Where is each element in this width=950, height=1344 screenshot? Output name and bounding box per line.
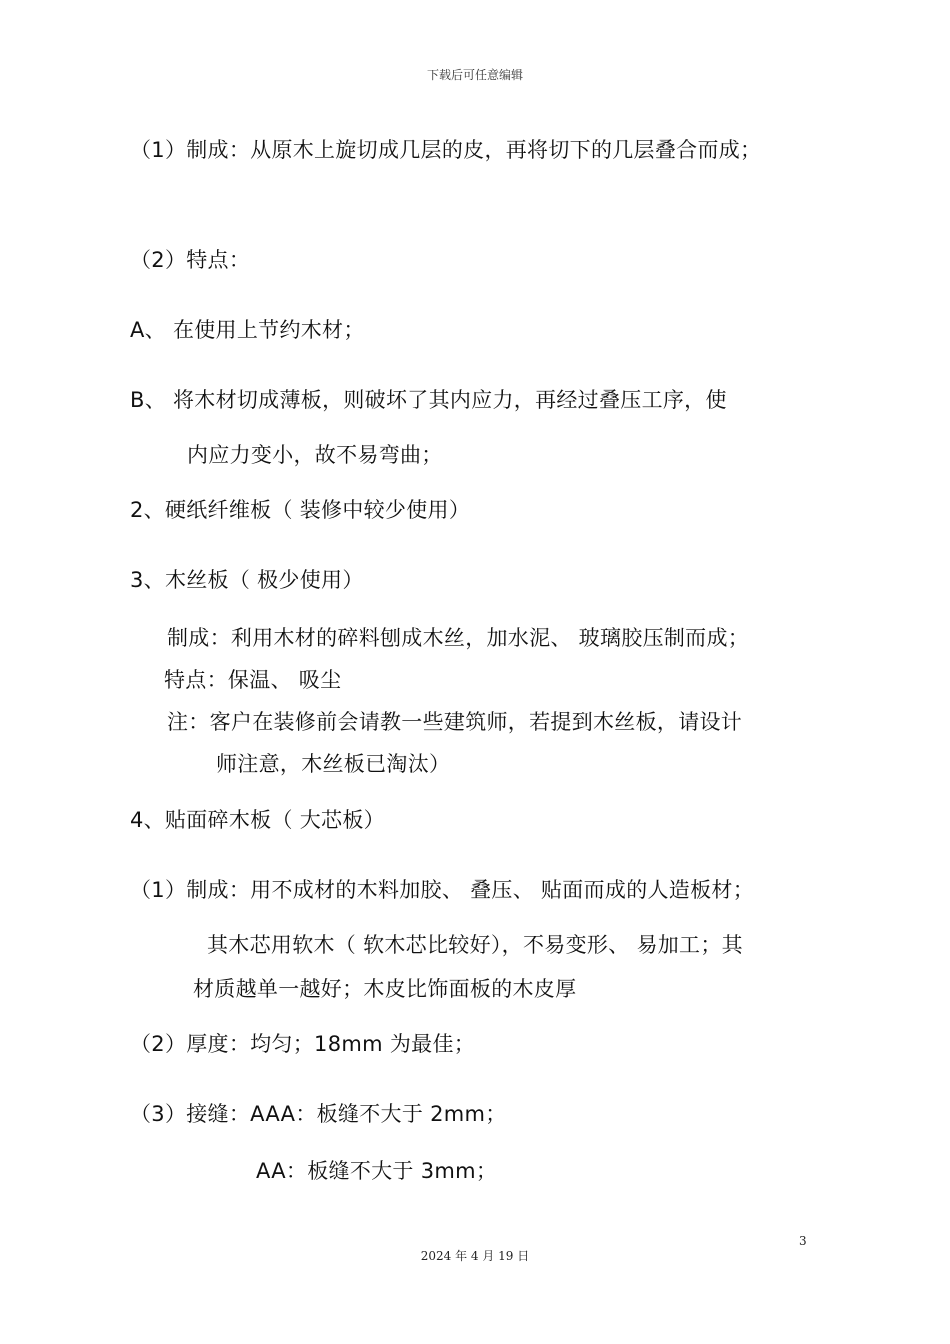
paragraph-line: A、 在使用上节约木材； [130, 318, 365, 342]
paragraph-line: 注：客户在装修前会请教一些建筑师，若提到木丝板，请设计 [167, 710, 743, 734]
paragraph-line: （2）特点： [130, 248, 251, 272]
paragraph-line: 其木芯用软木（ 软木芯比较好），不易变形、 易加工；其 [207, 933, 743, 957]
section-heading: 4、贴面碎木板（ 大芯板） [130, 808, 385, 832]
page-header-note: 下载后可任意编辑 [426, 68, 523, 82]
paragraph-line: 特点：保温、 吸尘 [164, 668, 342, 692]
paragraph-line: （3）接缝：AAA：板缝不大于 2mm； [130, 1102, 507, 1126]
paragraph-line: 材质越单一越好；木皮比饰面板的木皮厚 [193, 977, 577, 1001]
paragraph-line: AA：板缝不大于 3mm； [256, 1159, 498, 1183]
paragraph-line: （1）制成：用不成材的木料加胶、 叠压、 贴面而成的人造板材； [130, 878, 755, 902]
paragraph-line: 内应力变小，故不易弯曲； [187, 443, 443, 467]
footer-date: 2024 年 4 月 19 日 [420, 1249, 530, 1263]
page-number: 3 [799, 1234, 807, 1248]
paragraph-line: （2）厚度：均匀；18mm 为最佳； [130, 1032, 476, 1056]
paragraph-line: （1）制成：从原木上旋切成几层的皮，再将切下的几层叠合而成； [130, 138, 762, 162]
section-heading: 3、木丝板（ 极少使用） [130, 568, 364, 592]
paragraph-line: 师注意，木丝板已淘汰） [216, 752, 451, 776]
section-heading: 2、硬纸纤维板（ 装修中较少使用） [130, 498, 471, 522]
paragraph-line: 制成：利用木材的碎料刨成木丝，加水泥、 玻璃胶压制而成； [167, 626, 750, 650]
paragraph-line: B、 将木材切成薄板，则破坏了其内应力，再经过叠压工序，使 [130, 388, 727, 412]
